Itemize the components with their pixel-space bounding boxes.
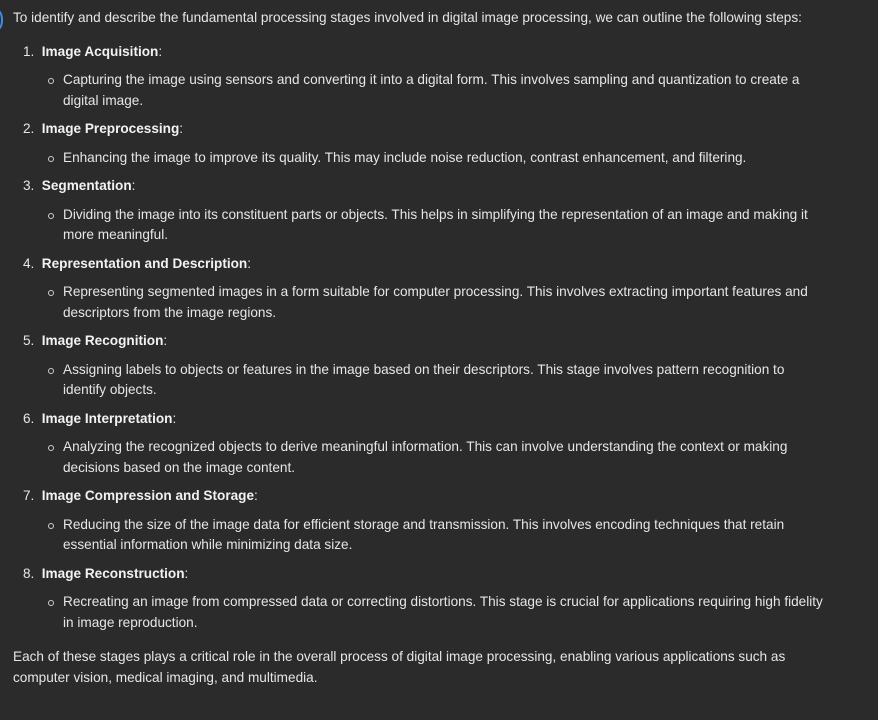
- step-number: 4.: [23, 255, 35, 271]
- step-details: [38, 205, 833, 246]
- step-details: [38, 592, 833, 633]
- step-details: [38, 515, 833, 556]
- list-item: [23, 331, 833, 401]
- intro-paragraph: To identify and describe the fundamental processing stages involved in digital image processing, we can outline the following steps:: [13, 10, 802, 25]
- step-heading: 8. Image Reconstruction:: [38, 564, 833, 585]
- step-number: 7.: [23, 488, 35, 503]
- step-detail: Assigning labels to objects or features in the image based on their descriptors. This stage involves pattern recognition to identify objects.: [63, 360, 833, 401]
- step-number: 8.: [23, 565, 35, 581]
- step-heading: 2. Image Preprocessing:: [38, 119, 833, 140]
- step-number: 6.: [23, 410, 35, 426]
- step-details: [38, 282, 833, 323]
- step-heading: 7. Image Compression and Storage:: [38, 486, 833, 507]
- step-heading: 1. Image Acquisition:: [38, 42, 833, 63]
- step-title: Segmentation: [41, 178, 132, 193]
- outro-paragraph: Each of these stages plays a critical role in the overall process of digital image processing, enabling various applications such as computer vision, medical imaging, and multimedia.: [13, 649, 786, 685]
- edge-indicator-icon: [0, 10, 3, 30]
- list-item: [23, 486, 833, 556]
- step-number: 1.: [23, 43, 35, 59]
- step-title: Representation and Description: [41, 255, 248, 271]
- step-heading: 4. Representation and Description:: [38, 254, 833, 275]
- step-number: 5.: [23, 333, 35, 348]
- step-number: 2.: [23, 121, 35, 136]
- step-details: [38, 360, 833, 401]
- list-item: [23, 254, 833, 324]
- step-title: Image Reconstruction: [41, 565, 185, 581]
- step-title: Image Preprocessing: [41, 121, 180, 136]
- step-details: [38, 148, 833, 169]
- list-item: [23, 119, 833, 168]
- step-details: [38, 70, 833, 111]
- step-title: Image Recognition: [41, 333, 164, 348]
- list-item: [23, 42, 833, 112]
- step-detail: Recreating an image from compressed data or correcting distortions. This stage is crucial for applications requiring high fidelity in image reproduction.: [63, 592, 833, 633]
- step-detail: Analyzing the recognized objects to derive meaningful information. This can involve understanding the context or making decisions based on the image content.: [63, 437, 833, 478]
- step-title: Image Compression and Storage: [41, 488, 255, 503]
- step-heading: 3. Segmentation:: [38, 176, 833, 197]
- list-item: [23, 176, 833, 246]
- step-detail: Reducing the size of the image data for efficient storage and transmission. This involves encoding techniques that retain essential information while minimizing data size.: [63, 515, 833, 556]
- step-heading: 6. Image Interpretation:: [38, 409, 833, 430]
- step-title: Image Interpretation: [41, 410, 173, 426]
- list-item: [23, 564, 833, 634]
- step-number: 3.: [23, 178, 35, 193]
- steps-list: [13, 42, 833, 634]
- step-title: Image Acquisition: [41, 43, 159, 59]
- step-detail: Capturing the image using sensors and converting it into a digital form. This involves sampling and quantization to create a digital image.: [63, 70, 833, 111]
- list-item: [23, 409, 833, 479]
- assistant-message: [13, 8, 833, 688]
- step-heading: 5. Image Recognition:: [38, 331, 833, 352]
- step-detail: Dividing the image into its constituent parts or objects. This helps in simplifying the representation of an image and making it more meaningful.: [63, 205, 833, 246]
- step-details: [38, 437, 833, 478]
- step-detail: Enhancing the image to improve its quality. This may include noise reduction, contrast enhancement, and filtering.: [63, 148, 833, 169]
- step-detail: Representing segmented images in a form suitable for computer processing. This involves extracting important features and descriptors from the image regions.: [63, 282, 833, 323]
